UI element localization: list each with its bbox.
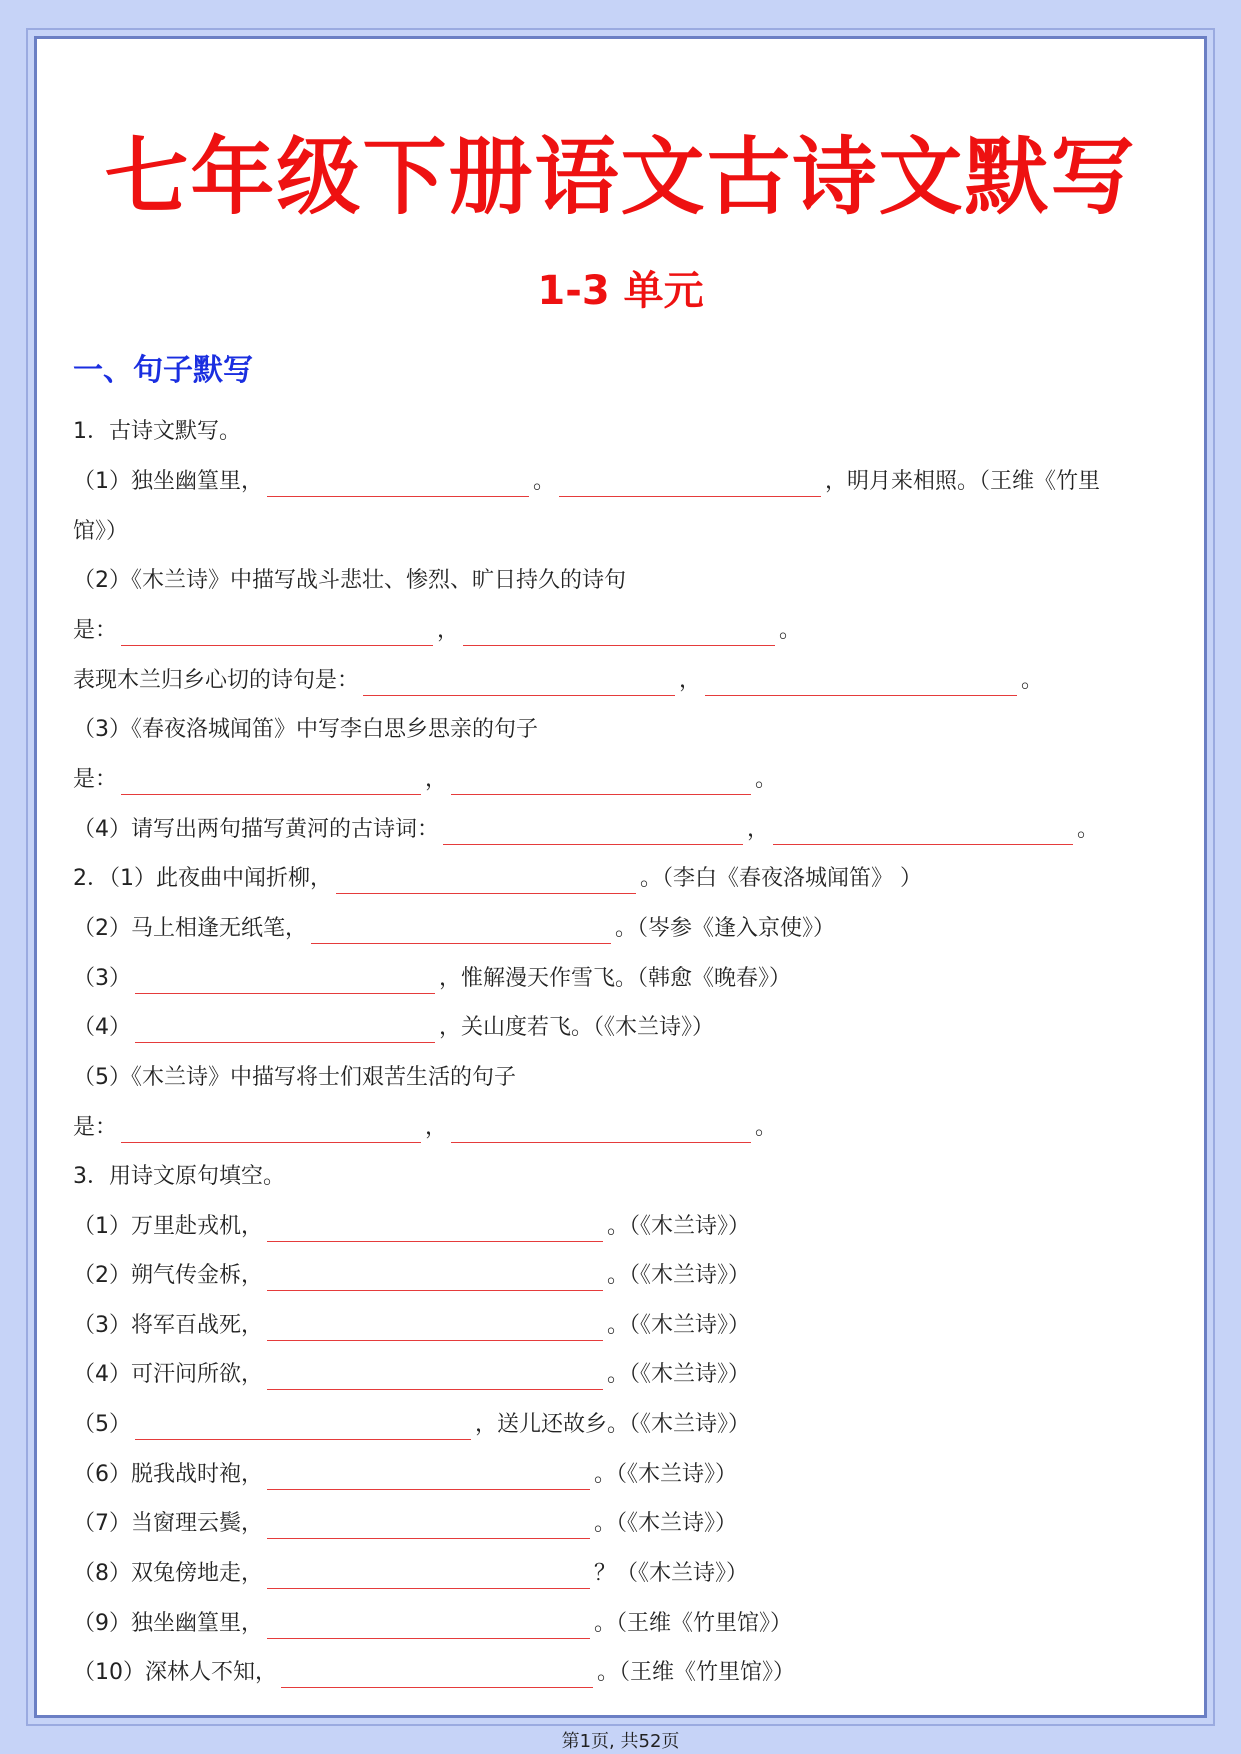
q2-item-2: （2）马上相逢无纸笔， 。（岑参《逢入京使》） [73,914,1168,944]
answer-blank[interactable] [135,1020,435,1043]
worksheet-page [34,36,1207,1752]
answer-blank[interactable] [135,971,435,994]
answer-blank[interactable] [121,1120,421,1143]
answer-blank[interactable] [281,1665,593,1688]
q3-item: （1）万里赴戎机， 。（《木兰诗》） [73,1212,1168,1242]
answer-blank[interactable] [267,1268,603,1291]
q3-label: 3．用诗文原句填空。 [73,1164,285,1189]
answer-blank[interactable] [267,1318,603,1341]
q3-item: （8）双兔傍地走， ？（《木兰诗》） [73,1559,1168,1589]
q1-item-4: （4）请写出两句描写黄河的古诗词： ， 。 [73,815,1168,845]
q3-item: （10）深林人不知， 。（王维《竹里馆》） [73,1658,1168,1688]
q2-item-5: （5）《木兰诗》中描写将士们艰苦生活的句子 [73,1065,516,1090]
answer-blank[interactable] [267,474,529,497]
section-heading: 一、句子默写 [73,353,253,388]
answer-blank[interactable] [773,822,1073,845]
page-subtitle: 1-3 单元 [537,268,704,314]
answer-blank[interactable] [463,623,775,646]
answer-blank[interactable] [267,1367,603,1390]
answer-blank[interactable] [443,822,743,845]
answer-blank[interactable] [267,1467,590,1490]
answer-blank[interactable] [267,1566,590,1589]
page-footer: 第1页, 共52页 [561,1731,680,1752]
answer-blank[interactable] [267,1219,603,1242]
q2-item-1: 2．（1）此夜曲中闻折柳， 。（李白《春夜洛城闻笛》 ） [73,864,1168,894]
answer-blank[interactable] [121,772,421,795]
q3-item: （3）将军百战死， 。（《木兰诗》） [73,1311,1168,1341]
q3-item: （5） ，送儿还故乡。（《木兰诗》） [73,1410,1168,1440]
answer-blank[interactable] [363,673,675,696]
answer-blank[interactable] [451,1120,751,1143]
answer-blank[interactable] [451,772,751,795]
q1-item-3-answer: 是： ， 。 [73,765,1168,795]
answer-blank[interactable] [311,921,611,944]
q3-item: （9）独坐幽篁里， 。（王维《竹里馆》） [73,1609,1168,1639]
q1-item-3: （3）《春夜洛城闻笛》中写李白思乡思亲的句子 [73,717,538,742]
q2-item-5-answer: 是： ， 。 [73,1113,1168,1143]
q1-item-2-answer: 是： ， 。 [73,616,1168,646]
q1-item-1-wrap: 馆》） [73,519,129,544]
q3-item: （2）朔气传金柝， 。（《木兰诗》） [73,1261,1168,1291]
q2-item-3: （3） ，惟解漫天作雪飞。（韩愈《晚春》） [73,964,1168,994]
answer-blank[interactable] [121,623,433,646]
answer-blank[interactable] [705,673,1017,696]
answer-blank[interactable] [135,1417,471,1440]
answer-blank[interactable] [559,474,821,497]
q3-item: （7）当窗理云鬓， 。（《木兰诗》） [73,1509,1168,1539]
q1-item-1: （1）独坐幽篁里， 。 ，明月来相照。（王维《竹里 [73,467,1168,497]
q3-item: （6）脱我战时袍， 。（《木兰诗》） [73,1460,1168,1490]
q1-item-2: （2）《木兰诗》中描写战斗悲壮、惨烈、旷日持久的诗句 [73,568,626,593]
page-title: 七年级下册语文古诗文默写 [104,128,1137,226]
q2-item-4: （4） ，关山度若飞。（《木兰诗》） [73,1013,1168,1043]
q1-item-2b: 表现木兰归乡心切的诗句是： ， 。 [73,666,1168,696]
answer-blank[interactable] [267,1516,590,1539]
answer-blank[interactable] [336,871,636,894]
q3-item: （4）可汗问所欲， 。（《木兰诗》） [73,1360,1168,1390]
answer-blank[interactable] [267,1616,590,1639]
q1-label: 1．古诗文默写。 [73,419,241,444]
